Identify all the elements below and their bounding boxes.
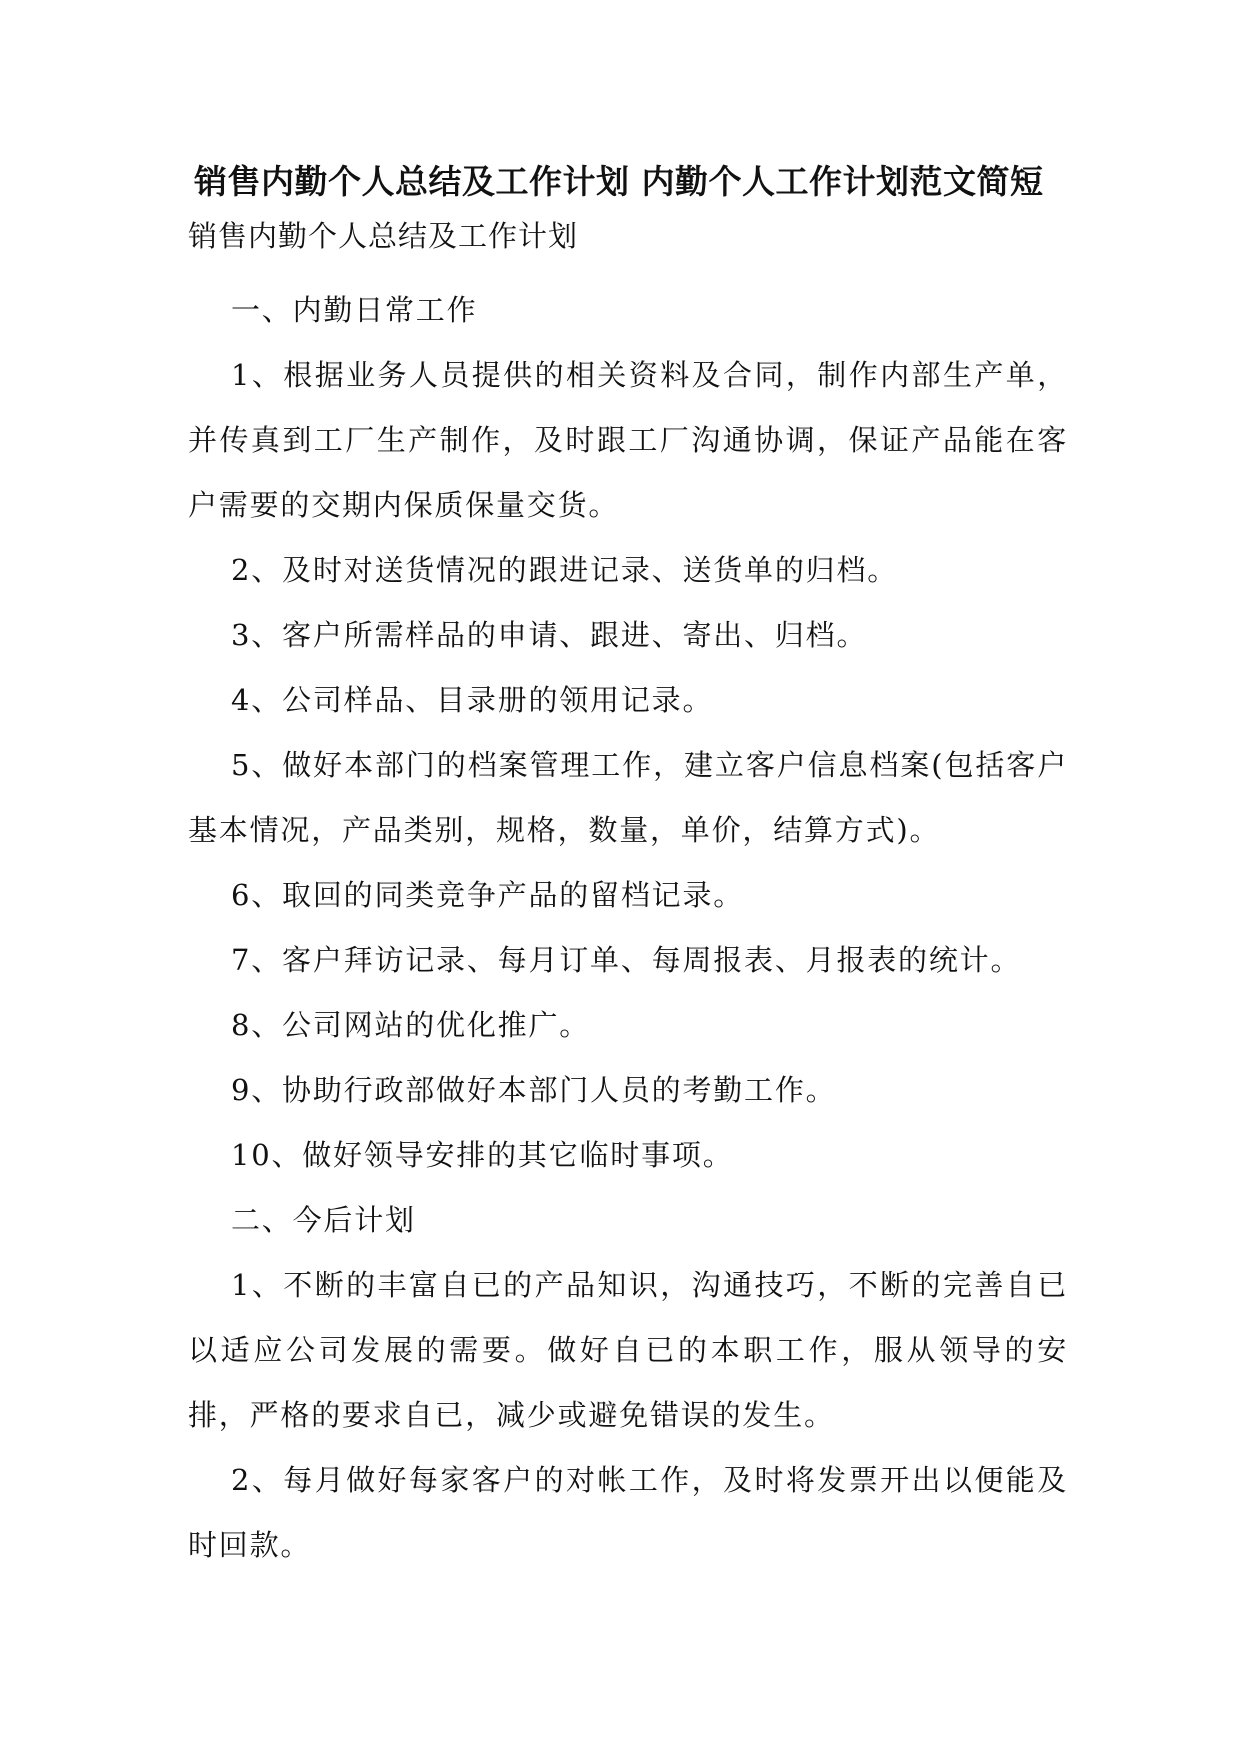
- list-item: 5、做好本部门的档案管理工作，建立客户信息档案(包括客户基本情况，产品类别，规格，数量，单价，结算方式)。: [188, 748, 1068, 847]
- list-item: 2、每月做好每家客户的对帐工作，及时将发票开出以便能及时回款。: [188, 1463, 1068, 1562]
- list-item: 1、不断的丰富自已的产品知识，沟通技巧，不断的完善自已以适应公司发展的需要。做好自已的本职工作，服从领导的安排，严格的要求自已，减少或避免错误的发生。: [188, 1268, 1068, 1432]
- list-item: 6、取回的同类竞争产品的留档记录。: [231, 878, 745, 912]
- list-item: 8、公司网站的优化推广。: [231, 1008, 591, 1042]
- list-item: 3、客户所需样品的申请、跟进、寄出、归档。: [231, 618, 868, 652]
- list-item: 4、公司样品、目录册的领用记录。: [231, 683, 714, 717]
- list-item: 9、协助行政部做好本部门人员的考勤工作。: [231, 1073, 837, 1107]
- section-heading-daily-work: 一、内勤日常工作: [231, 293, 478, 327]
- future-plan-list: [188, 1253, 1068, 1578]
- document-subtitle: 销售内勤个人总结及工作计划: [188, 219, 579, 253]
- list-item: 7、客户拜访记录、每月订单、每周报表、月报表的统计。: [231, 943, 1022, 977]
- section-heading-future-plan: 二、今后计划: [231, 1203, 416, 1237]
- daily-work-list: [188, 343, 1068, 1188]
- document-title: 销售内勤个人总结及工作计划 内勤个人工作计划范文简短: [194, 162, 1044, 201]
- list-item: 2、及时对送货情况的跟进记录、送货单的归档。: [231, 553, 899, 587]
- document-content: [188, 160, 1068, 1578]
- list-item: 10、做好领导安排的其它临时事项。: [231, 1138, 734, 1172]
- list-item: 1、根据业务人员提供的相关资料及合同，制作内部生产单，并传真到工厂生产制作，及时跟工厂沟通协调，保证产品能在客户需要的交期内保质保量交货。: [188, 358, 1068, 522]
